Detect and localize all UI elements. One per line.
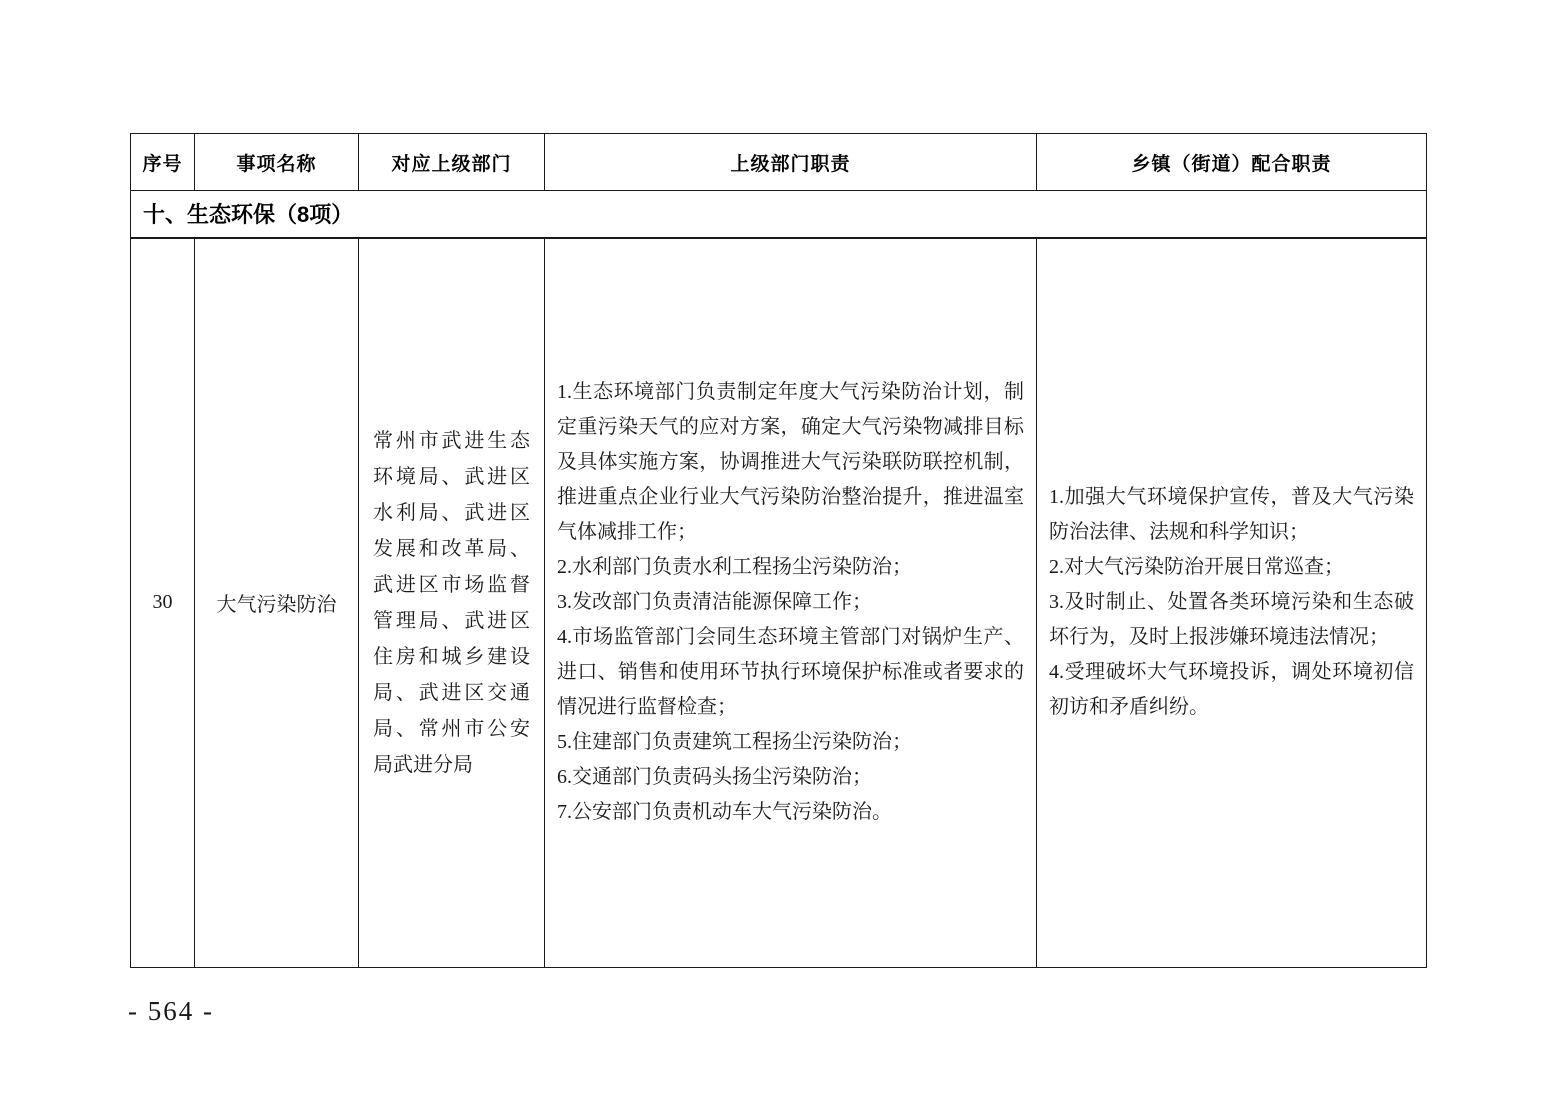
header-serial: 序号 — [131, 134, 195, 191]
responsibility-table — [130, 133, 1427, 968]
section-title: 十、生态环保（8项） — [131, 191, 1427, 238]
cell-superior-duties — [545, 238, 1037, 968]
header-department: 对应上级部门 — [359, 134, 545, 191]
table-row — [131, 238, 1427, 968]
superior-duty-item-2: 2.水利部门负责水利工程扬尘污染防治； — [557, 556, 912, 579]
superior-duty-item-5: 5.住建部门负责建筑工程扬尘污染防治； — [557, 731, 912, 754]
header-township-duty: 乡镇（街道）配合职责 — [1037, 134, 1427, 191]
township-duty-item-2: 2.对大气污染防治开展日常巡查； — [1049, 556, 1344, 579]
superior-duty-item-7: 7.公安部门负责机动车大气污染防治。 — [557, 801, 892, 824]
township-duty-item-3: 3.及时制止、处置各类环境污染和生态破坏行为，及时上报涉嫌环境违法情况； — [1049, 591, 1414, 649]
cell-item-name: 大气污染防治 — [195, 238, 359, 968]
superior-duty-item-6: 6.交通部门负责码头扬尘污染防治； — [557, 766, 872, 789]
superior-duty-item-1: 1.生态环境部门负责制定年度大气污染防治计划，制定重污染天气的应对方案，确定大气污染物减排目标及具体实施方案，协调推进大气污染联防联控机制，推进重点企业行业大气污染防治整治提升，推进温室气体减排工作； — [557, 381, 1024, 544]
header-item-name: 事项名称 — [195, 134, 359, 191]
cell-township-duties — [1037, 238, 1427, 968]
cell-serial: 30 — [131, 238, 195, 968]
header-superior-duty: 上级部门职责 — [545, 134, 1037, 191]
township-duty-item-4: 4.受理破坏大气环境投诉，调处环境初信初访和矛盾纠纷。 — [1049, 661, 1414, 719]
superior-duty-item-4: 4.市场监管部门会同生态环境主管部门对锅炉生产、进口、销售和使用环节执行环境保护标准或者要求的情况进行监督检查； — [557, 626, 1024, 719]
page-number: - 564 - — [128, 996, 214, 1026]
section-row — [131, 191, 1427, 238]
table-header-row — [131, 134, 1427, 191]
township-duty-item-1: 1.加强大气环境保护宣传，普及大气污染防治法律、法规和科学知识； — [1049, 486, 1414, 544]
superior-duty-item-3: 3.发改部门负责清洁能源保障工作； — [557, 591, 872, 614]
cell-departments: 常州市武进生态环境局、武进区水利局、武进区发展和改革局、武进区市场监督管理局、武进区住房和城乡建设局、武进区交通局、常州市公安局武进分局 — [359, 238, 545, 968]
